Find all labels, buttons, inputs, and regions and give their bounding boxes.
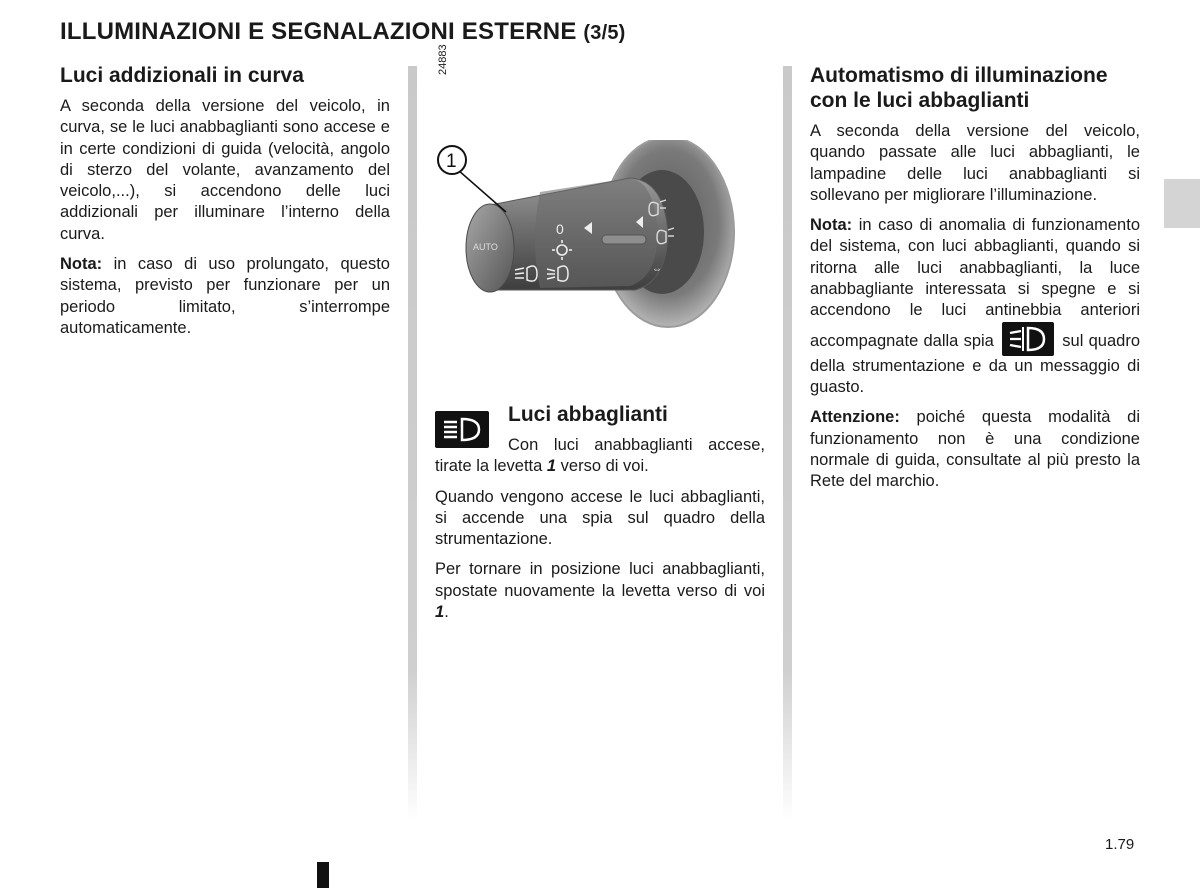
callout-line (458, 170, 506, 212)
text: Per tornare in posizione luci anabbaglianti, spostate nuovamente la levetta verso di voi (435, 560, 765, 600)
off-position-label: 0 (556, 221, 564, 237)
column-divider-right (783, 66, 792, 821)
warning-paragraph (810, 407, 1140, 492)
column-3-body (810, 121, 1140, 501)
note-paragraph (810, 215, 1140, 398)
note-text-end: sul quadro della strumentazione e da un messaggio di guasto. (810, 331, 1141, 396)
page-number: 1.79 (1105, 836, 1135, 853)
light-stalk-illustration (430, 140, 740, 335)
section-heading-automatismo: Automatismo di illuminazione con le luci abbaglianti (810, 64, 1108, 112)
column-1-body (60, 96, 390, 348)
rotation-symbol: ⇔ (652, 264, 662, 275)
note-text: in caso di uso prolungato, questo sistema, previsto per funzionare per un periodo limitato, s’interrompe automaticamente. (60, 255, 390, 337)
paragraph (435, 559, 765, 623)
section-heading-luci-abbaglianti: Luci abbaglianti (508, 403, 668, 426)
note-paragraph (60, 254, 390, 339)
column-2-body (435, 435, 765, 632)
callout-number: 1 (446, 151, 457, 172)
section-tab (1164, 179, 1200, 228)
reference-number: 1 (435, 603, 445, 622)
note-text: in caso di anomalia di funzionamento del sistema, con luci abbaglianti, quando si ritorna alle luci anabbaglianti, la luce anabbagliante interessata si spegne e si accendono le luci antinebbia anteriori accompagnate dalla spia (810, 216, 1140, 350)
warning-text: poiché questa modalità di funzionamento non è una condizione normale di guida, consultate al più presto la Rete del marchio. (810, 408, 1140, 491)
page-title (60, 18, 626, 46)
note-label: Nota: (810, 216, 853, 235)
page-title-part: (3/5) (583, 22, 626, 44)
figure-reference-number: 24883 (437, 44, 449, 75)
page-title-text: ILLUMINAZIONI E SEGNALAZIONI ESTERNE (60, 18, 577, 45)
text: Con luci anabbaglianti accese, tirate la levetta (435, 436, 765, 476)
stalk-switch-band (602, 235, 646, 244)
text: verso di voi. (556, 457, 649, 476)
binding-mark (317, 862, 329, 888)
paragraph: A seconda della versione del veicolo, quando passate alle luci abbaglianti, le lampadine delle luci anabbaglianti si sollevano per migliorare l’illuminazione. (810, 122, 1140, 204)
auto-label: AUTO (473, 242, 498, 252)
text: . (444, 603, 449, 622)
paragraph: A seconda della versione del veicolo, in curva, se le luci anabbaglianti sono accese e in certe condizioni di guida (velocità, angolo di sterzo del volante, avanzamento del veicolo,...), si accendono delle luci addizionali per illuminare l’interno della curva. (60, 97, 390, 243)
paragraph: Quando vengono accese le luci abbaglianti, si accende una spia sul quadro della strumentazione. (435, 487, 765, 549)
warning-label: Attenzione: (810, 408, 900, 427)
paragraph (435, 435, 765, 478)
note-label: Nota: (60, 255, 103, 274)
reference-number: 1 (546, 457, 557, 476)
column-divider-left (408, 66, 417, 821)
front-fog-warning-icon (1002, 322, 1054, 356)
section-heading-luci-addizionali: Luci addizionali in curva (60, 64, 304, 87)
